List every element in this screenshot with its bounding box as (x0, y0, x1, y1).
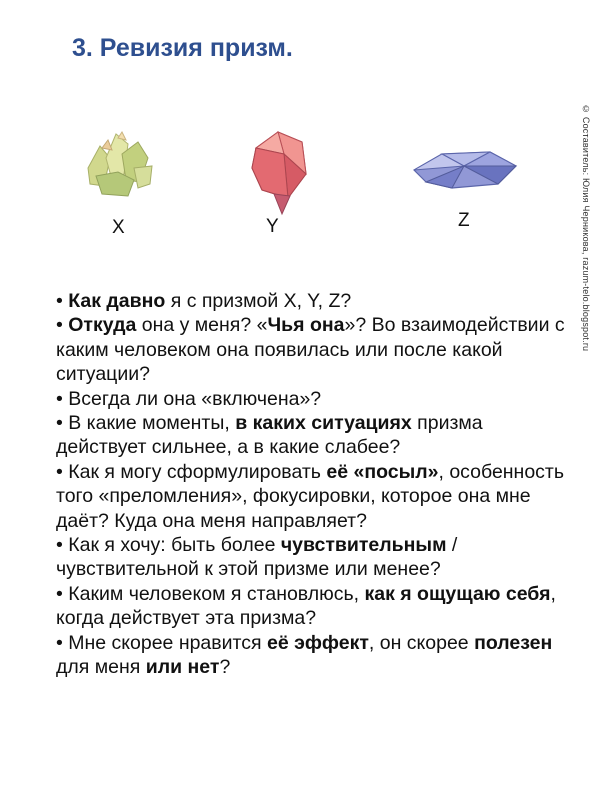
list-item: • В какие моменты, в каких ситуациях призма действует сильнее, а в какие слабее? (56, 412, 483, 459)
crystal-z-icon (412, 148, 518, 192)
list-item: • Всегда ли она «включена»? (56, 387, 322, 410)
question-list (56, 289, 576, 680)
crystal-y-icon (248, 128, 312, 216)
list-item: • Откуда она у меня? «Чья она»? Во взаимодействии с каким человеком она появилась или после какой ситуации? (56, 314, 565, 386)
prism-label-z: Z (458, 210, 470, 231)
prism-label-x: X (112, 217, 125, 238)
author-credit: © Составитель: Юлия Черникова, razum-telo.blogspot.ru (581, 104, 591, 352)
page-title: 3. Ревизия призм. (72, 34, 293, 62)
crystal-x-icon (78, 128, 158, 202)
list-item: • Каким человеком я становлюсь, как я ощущаю себя, когда действует эта призма? (56, 582, 556, 630)
list-item: • Как давно я с призмой X, Y, Z? (56, 290, 352, 312)
list-item: • Как я могу сформулировать её «посыл», особенность того «преломления», фокусировки, которое она мне даёт? Куда она меня направляет? (56, 460, 565, 532)
list-item: • Как я хочу: быть более чувствительным / чувствительной к этой призме или менее? (56, 534, 458, 581)
list-item: • Мне скорее нравится её эффект, он скорее полезен для меня или нет? (56, 631, 553, 679)
prism-label-y: Y (266, 216, 279, 237)
